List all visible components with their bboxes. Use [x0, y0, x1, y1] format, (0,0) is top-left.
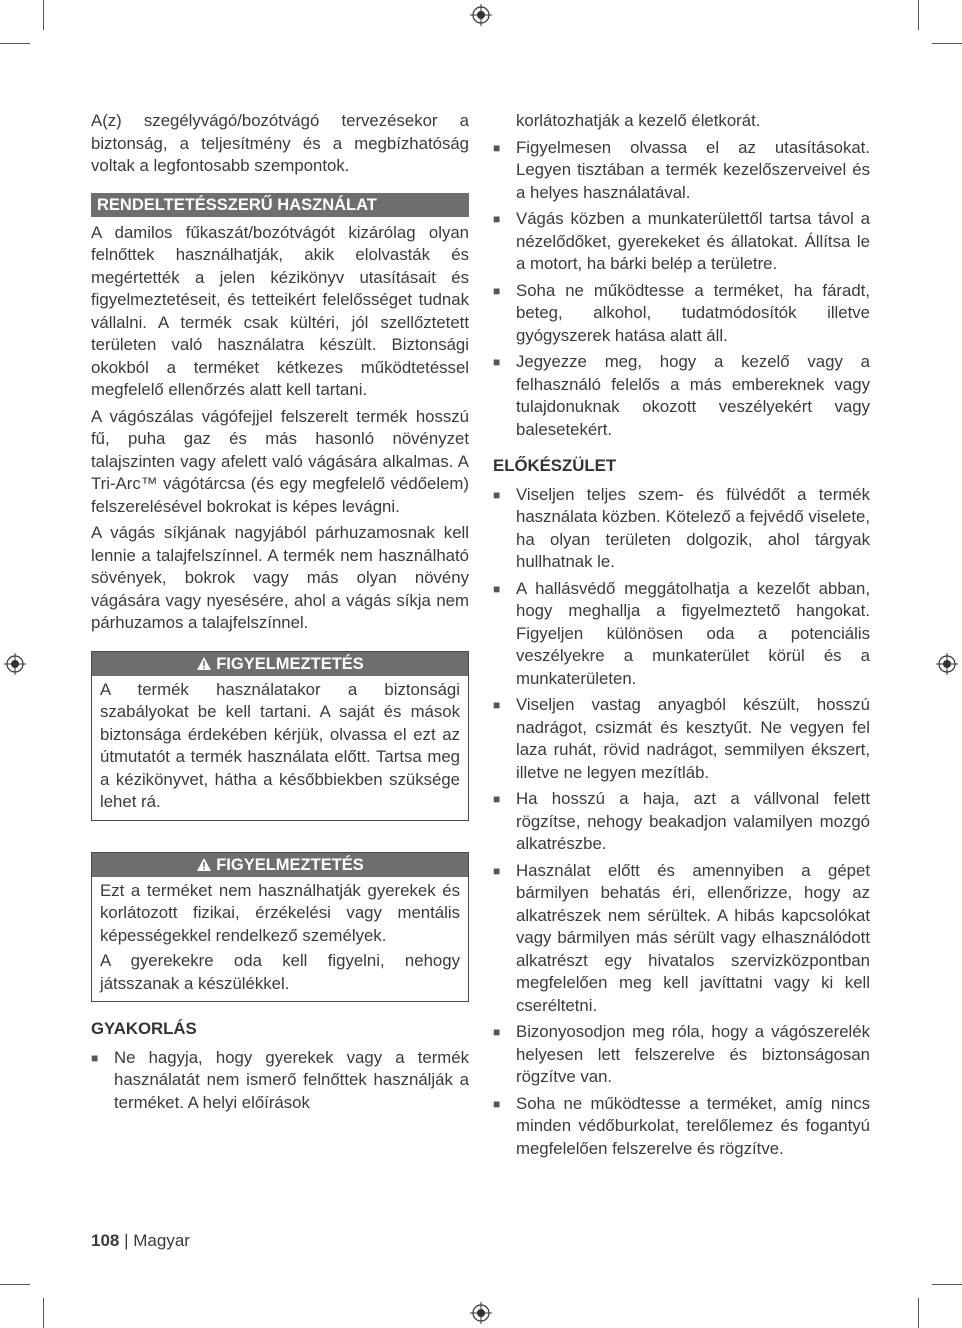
body-paragraph: A damilos fűkaszát/bozótvágót kizárólag olyan felnőttek használhatják, akik elolvasták és megértették a jelen kézikönyv utasításait és figyelmeztetéseit, és tetteikért felelősséget tudnak vállalni. A termék csak kültéri, jól szellőztetett területen való használatra készült. Biztonsági okokból a terméket kétkezes működtetéssel megfelelő ellenőrzés alatt kell tartani. [91, 222, 469, 399]
square-bullet-icon: ■ [493, 698, 501, 712]
warning-header [92, 652, 468, 676]
section-title-intended-use: RENDELTETÉSSZERŰ HASZNÁLAT [91, 193, 469, 217]
square-bullet-icon: ■ [493, 487, 501, 502]
list-item: ■ Bizonyosodjon meg róla, hogy a vágószerelék helyesen lett felszerelve és biztonságosan rögzítve van. [493, 1022, 870, 1086]
list-item: ■ Viseljen teljes szem- és fülvédőt a termék használata közben. Kötelező a fejvédő viselete, ha olyan területen dolgozik, ahol tárgyak hullhatnak le. [493, 484, 870, 571]
square-bullet-icon: ■ [493, 1025, 501, 1039]
warning-title: FIGYELMEZTETÉS [216, 654, 364, 673]
list-item: ■ Viseljen vastag anyagból készült, hosszú nadrágot, csizmát és kesztyűt. Ne vegyen fel laza ruhát, rövid nadrágot, semmilyen ékszert, illetve ne legyen mezítláb. [493, 695, 870, 782]
list-item: ■ Soha ne működtesse a terméket, ha fáradt, beteg, alkohol, tudatmódosítók illetve gyógyszerek hatása alatt áll. [493, 280, 870, 345]
list-item: ■ Ne hagyja, hogy gyerekek vagy a termék használatát nem ismerő felnőttek használják a terméket. A helyi előírások [91, 1047, 469, 1112]
list-item: ■ Soha ne működtesse a terméket, amíg nincs minden védőburkolat, terelőlemez és fogantyú megfelelően felszerelve és rögzítve. [493, 1093, 870, 1158]
practice-list-continued [493, 137, 870, 442]
square-bullet-icon: ■ [91, 1050, 99, 1065]
registration-mark-icon [4, 653, 26, 675]
square-bullet-icon: ■ [493, 1096, 501, 1111]
warning-title: FIGYELMEZTETÉS [216, 855, 364, 874]
crop-mark [0, 1284, 30, 1285]
intro-paragraph: A(z) szegélyvágó/bozótvágó tervezésekor a biztonság, a teljesítmény és a megbízhatóság voltak a legfontosabb szempontok. [91, 111, 469, 175]
square-bullet-icon: ■ [493, 863, 501, 878]
crop-mark [43, 0, 44, 30]
warning-text: A gyerekekre oda kell figyelni, nehogy játsszanak a készülékkel. [100, 951, 460, 993]
crop-mark [0, 43, 30, 44]
footer-language: Magyar [133, 1231, 190, 1250]
square-bullet-icon: ■ [493, 140, 501, 155]
section-heading-preparation: ELŐKÉSZÜLET [493, 456, 617, 475]
list-item: ■ Figyelmesen olvassa el az utasításokat. Legyen tisztában a termék kezelőszerveivel és a helyes használatával. [493, 137, 870, 202]
body-paragraph: A vágás síkjának nagyjából párhuzamosnak kell lennie a talajfelszínnel. A termék nem használható sövények, bokrok vagy más olyan növény vágására vagy nyesésére, ahol a vágás síkja nem párhuzamos a talajfelszínnel. [91, 523, 469, 632]
crop-mark [918, 0, 919, 30]
list-item: ■ Használat előtt és amennyiben a gépet bármilyen behatás éri, ellenőrizze, hogy az alkatrészek nem sérültek. A hibás kapcsolókat vagy bármilyen más sérült vagy elhasználódott alkatrészt egy hivatalos szervizközpontban megfelelően meg kell javíttatni vagy ki kell cseréltetni. [493, 860, 870, 1015]
warning-header [92, 853, 468, 877]
registration-mark-icon [936, 653, 958, 675]
crop-mark [918, 1298, 919, 1328]
warning-triangle-icon [196, 656, 212, 671]
square-bullet-icon: ■ [493, 581, 501, 596]
left-column [91, 110, 469, 1118]
page-footer [91, 1231, 190, 1251]
page-number: 108 [91, 1231, 120, 1250]
warning-triangle-icon [196, 857, 212, 872]
square-bullet-icon: ■ [493, 792, 501, 806]
registration-mark-icon [470, 1302, 492, 1324]
warning-box [91, 651, 469, 821]
body-paragraph: A vágószálas vágófejjel felszerelt termék hosszú fű, puha gaz és más hasonló növényzet talajszinten vagy afelett való vágására alkalmas. A Tri-Arc™ vágótárcsa (és egy megfelelő védőelem) felszerelésével bokrokat is képes levágni. [91, 406, 469, 516]
crop-mark [43, 1298, 44, 1328]
practice-list [91, 1047, 469, 1115]
square-bullet-icon: ■ [493, 212, 501, 226]
warning-text: A termék használatakor a biztonsági szabályokat be kell tartani. A saját és mások biztonsága érdekében kérjük, olvassa el ezt az útmutatót a termék használata előtt. Tartsa meg a kézikönyvet, hátha a későbbiekben szüksége lehet rá. [100, 679, 460, 811]
crop-mark [932, 1284, 962, 1285]
square-bullet-icon: ■ [493, 283, 501, 298]
warning-box [91, 852, 469, 1003]
list-item: ■ Jegyezze meg, hogy a kezelő vagy a felhasználó felelős a más embereknek vagy tulajdonuknak okozott veszélyekért vagy balesetekért. [493, 352, 870, 439]
continued-text: korlátozhatják a kezelő életkorát. [516, 111, 761, 130]
footer-separator: | [119, 1231, 134, 1250]
section-heading-practice: GYAKORLÁS [91, 1019, 197, 1038]
crop-mark [932, 43, 962, 44]
right-column [493, 110, 870, 1164]
warning-text: Ezt a terméket nem használhatják gyerekek és korlátozott fizikai, érzékelési vagy mentális képességekkel rendelkező személyek. [100, 880, 460, 945]
square-bullet-icon: ■ [493, 355, 501, 369]
list-item: ■ A hallásvédő meggátolhatja a kezelőt abban, hogy meghallja a figyelmeztető hangokat. Figyeljen különösen oda a potenciális veszélyekre a munkaterület körül és a munkaterületen. [493, 578, 870, 688]
list-item: ■ Vágás közben a munkaterülettől tartsa távol a nézelődőket, gyerekeket és állatokat. Állítsa le a motort, ha bárki belép a területre. [493, 209, 870, 273]
list-item: ■ Ha hosszú a haja, azt a vállvonal felett rögzítse, nehogy beakadjon valamilyen mozgó alkatrészbe. [493, 789, 870, 853]
preparation-list [493, 484, 870, 1161]
registration-mark-icon [470, 4, 492, 26]
